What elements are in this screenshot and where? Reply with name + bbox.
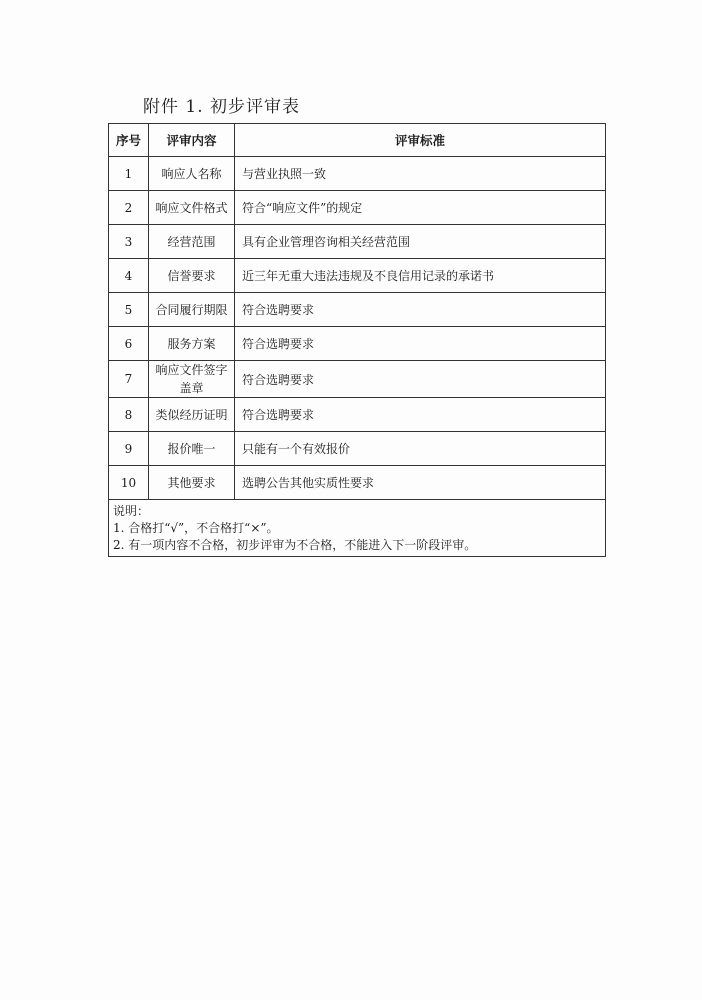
table-row	[109, 432, 606, 466]
row-number: 5	[109, 293, 149, 327]
row-item: 信誉要求	[149, 259, 235, 293]
row-standard: 只能有一个有效报价	[235, 432, 606, 466]
table-row	[109, 225, 606, 259]
table-header-row	[109, 124, 606, 157]
header-review-standard: 评审标准	[235, 124, 606, 157]
row-item: 响应文件格式	[149, 191, 235, 225]
row-item	[149, 361, 235, 398]
header-serial-number: 序号	[109, 124, 149, 157]
row-item: 合同履行期限	[149, 293, 235, 327]
header-review-item: 评审内容	[149, 124, 235, 157]
table-row	[109, 327, 606, 361]
row-number: 1	[109, 157, 149, 191]
row-standard: 符合选聘要求	[235, 327, 606, 361]
row-item-line2: 盖章	[179, 381, 204, 395]
table-row	[109, 157, 606, 191]
document-title: 附件 1. 初步评审表	[143, 97, 301, 117]
row-item: 类似经历证明	[149, 398, 235, 432]
notes-row	[109, 500, 606, 557]
row-number: 6	[109, 327, 149, 361]
row-number: 4	[109, 259, 149, 293]
row-standard: 与营业执照一致	[235, 157, 606, 191]
preliminary-review-table	[108, 123, 606, 557]
notes-line-1: 1. 合格打“√”，不合格打“×”。	[113, 521, 279, 535]
row-item: 服务方案	[149, 327, 235, 361]
table-row	[109, 466, 606, 500]
table-row	[109, 259, 606, 293]
row-item-line1: 响应文件签字	[155, 363, 228, 377]
row-item: 响应人名称	[149, 157, 235, 191]
row-number: 2	[109, 191, 149, 225]
row-standard: 近三年无重大违法违规及不良信用记录的承诺书	[235, 259, 606, 293]
notes-cell	[109, 500, 606, 557]
row-number: 8	[109, 398, 149, 432]
notes-heading: 说明：	[113, 504, 150, 518]
row-standard: 符合选聘要求	[235, 398, 606, 432]
row-standard: 符合“响应文件”的规定	[235, 191, 606, 225]
row-item: 其他要求	[149, 466, 235, 500]
row-number: 7	[109, 361, 149, 398]
row-standard: 具有企业管理咨询相关经营范围	[235, 225, 606, 259]
table-row	[109, 191, 606, 225]
table-row	[109, 293, 606, 327]
row-item: 报价唯一	[149, 432, 235, 466]
row-number: 9	[109, 432, 149, 466]
row-number: 10	[109, 466, 149, 500]
table-row	[109, 398, 606, 432]
row-standard: 选聘公告其他实质性要求	[235, 466, 606, 500]
row-item: 经营范围	[149, 225, 235, 259]
row-number: 3	[109, 225, 149, 259]
notes-line-2: 2. 有一项内容不合格，初步评审为不合格，不能进入下一阶段评审。	[113, 538, 477, 552]
row-standard: 符合选聘要求	[235, 293, 606, 327]
row-standard: 符合选聘要求	[235, 361, 606, 398]
table-row	[109, 361, 606, 398]
